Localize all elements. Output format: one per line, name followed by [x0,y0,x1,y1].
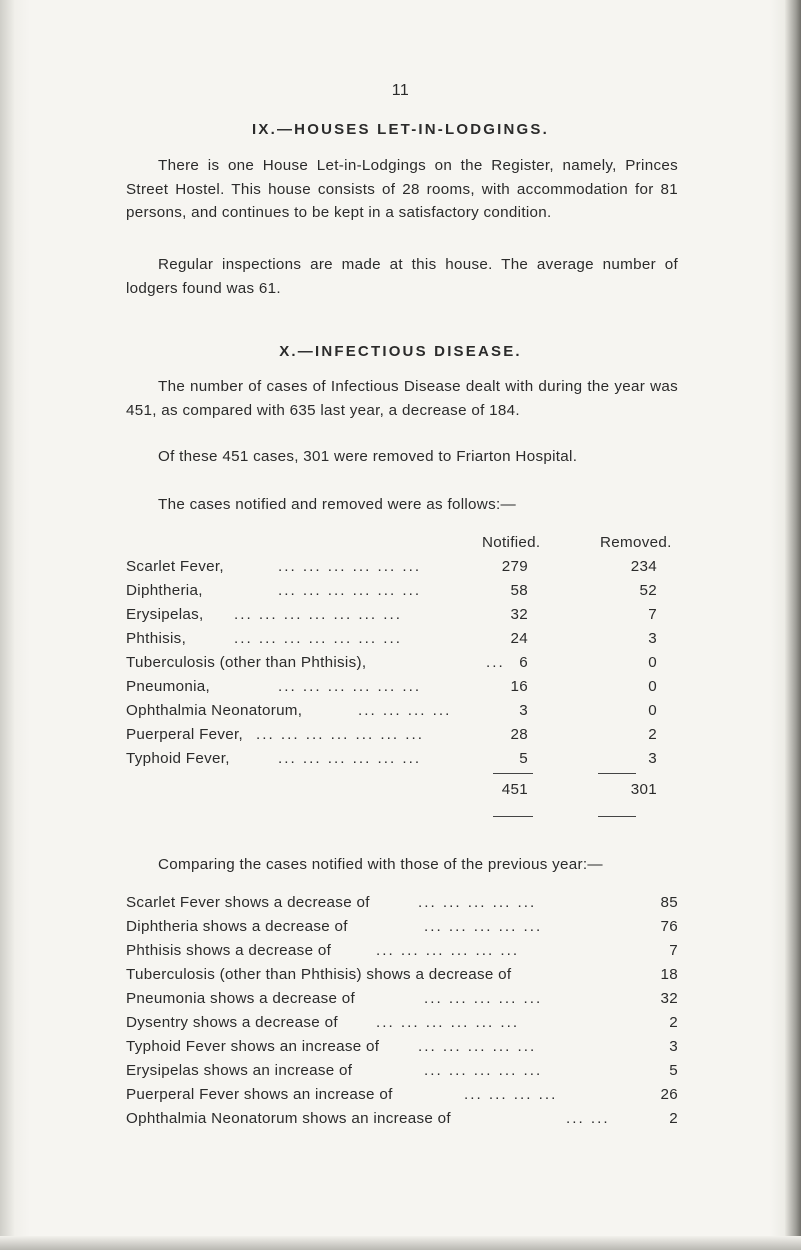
table-row [126,678,686,702]
section-x-heading: X.—INFECTIOUS DISEASE. [279,343,522,360]
comparison-text: Tuberculosis (other than Phthisis) shows a decrease of [126,966,512,983]
dot-leader: ... ... ... ... ... ... [278,582,422,599]
table-row [126,654,686,678]
disease-name: Puerperal Fever, [126,726,244,743]
notified-count: 6 [519,654,528,671]
section-x-paragraph-2: Of these 451 cases, 301 were removed to Friarton Hospital. [158,448,578,465]
disease-name: Diphtheria, [126,582,203,599]
comparison-value: 18 [660,966,678,983]
removed-count: 7 [648,606,657,623]
comparison-value: 2 [669,1014,678,1031]
comparison-value: 85 [660,894,678,911]
comparison-text: Diphtheria shows a decrease of [126,918,348,935]
page-edge-left [0,0,14,1250]
disease-name: Scarlet Fever, [126,558,224,575]
dot-leader: ... ... ... ... ... [424,1062,543,1079]
dot-leader: ... ... ... ... ... ... [376,1014,520,1031]
dot-leader: ... ... ... ... ... [424,918,543,935]
disease-name: Pneumonia, [126,678,211,695]
comparison-value: 32 [660,990,678,1007]
dot-leader: ... ... ... ... ... ... ... [256,726,424,743]
list-item [126,966,678,990]
comparison-text: Phthisis shows a decrease of [126,942,332,959]
comparison-value: 7 [669,942,678,959]
notified-count: 279 [501,558,528,575]
dot-leader: ... ... ... ... ... [424,990,543,1007]
notified-count: 24 [510,630,528,647]
total-rule-top-removed [598,773,636,774]
notified-count: 32 [510,606,528,623]
comparison-text: Puerperal Fever shows an increase of [126,1086,393,1103]
comparison-intro: Comparing the cases notified with those of the previous year:— [158,856,603,873]
comparison-text: Scarlet Fever shows a decrease of [126,894,370,911]
table-row [126,750,686,774]
notified-count: 5 [519,750,528,767]
dot-leader: ... ... ... ... ... ... [278,558,422,575]
removed-count: 0 [648,678,657,695]
dot-leader: ... [486,654,505,671]
table-row [126,558,686,582]
disease-name: Ophthalmia Neonatorum, [126,702,303,719]
dot-leader: ... ... ... ... [464,1086,558,1103]
list-item [126,1014,678,1038]
list-item [126,1110,678,1134]
list-item [126,1062,678,1086]
comparison-text: Erysipelas shows an increase of [126,1062,353,1079]
table-row [126,582,686,606]
notified-count: 58 [510,582,528,599]
removed-count: 2 [648,726,657,743]
total-rule-bottom-removed [598,816,636,817]
notified-count: 16 [510,678,528,695]
disease-name: Tuberculosis (other than Phthisis), [126,654,367,671]
list-item [126,894,678,918]
dot-leader: ... ... ... ... ... ... [278,750,422,767]
disease-name: Erysipelas, [126,606,204,623]
dot-leader: ... ... ... ... ... [418,894,537,911]
section-x-paragraph-1: The number of cases of Infectious Disease dealt with during the year was 451, as compared with 635 last year, a decrease of 184. [126,378,678,419]
list-item [126,942,678,966]
dot-leader: ... ... ... ... ... ... [278,678,422,695]
comparison-text: Typhoid Fever shows an increase of [126,1038,380,1055]
totals-row [126,781,686,805]
removed-count: 3 [648,750,657,767]
notified-count: 3 [519,702,528,719]
table-row [126,702,686,726]
section-ix-paragraph-2: Regular inspections are made at this house. The average number of lodgers found was 61. [126,256,678,297]
disease-name: Typhoid Fever, [126,750,230,767]
comparison-text: Dysentry shows a decrease of [126,1014,338,1031]
total-removed: 301 [630,781,657,798]
removed-count: 0 [648,702,657,719]
removed-count: 52 [639,582,657,599]
dot-leader: ... ... ... ... ... [418,1038,537,1055]
dot-leader: ... ... ... ... ... ... ... [234,606,402,623]
dot-leader: ... ... [566,1110,610,1127]
comparison-value: 26 [660,1086,678,1103]
comparison-value: 3 [669,1038,678,1055]
column-header-removed: Removed. [600,534,672,551]
removed-count: 3 [648,630,657,647]
total-notified: 451 [501,781,528,798]
comparison-text: Pneumonia shows a decrease of [126,990,356,1007]
list-item [126,918,678,942]
comparison-value: 5 [669,1062,678,1079]
disease-name: Phthisis, [126,630,187,647]
table-row [126,726,686,750]
notified-count: 28 [510,726,528,743]
dot-leader: ... ... ... ... ... ... ... [234,630,402,647]
page-edge-right [785,0,801,1250]
comparison-text: Ophthalmia Neonatorum shows an increase of [126,1110,451,1127]
total-rule-bottom-notified [493,816,533,817]
comparison-value: 76 [660,918,678,935]
column-header-notified: Notified. [482,534,541,551]
section-ix-paragraph-1: There is one House Let-in-Lodgings on the Register, namely, Princes Street Hostel. This house consists of 28 rooms, with accommodation for 81 persons, and continues to be kept in a satisfactory condition. [126,157,678,221]
page-edge-bottom [0,1236,801,1250]
page-number: 11 [391,82,410,99]
removed-count: 0 [648,654,657,671]
dot-leader: ... ... ... ... [358,702,452,719]
section-ix-heading: IX.—HOUSES LET-IN-LODGINGS. [252,121,549,138]
removed-count: 234 [630,558,657,575]
cases-table-header [0,534,801,558]
section-x-paragraph-3: The cases notified and removed were as follows:— [158,496,516,513]
list-item [126,1086,678,1110]
table-row [126,630,686,654]
list-item [126,990,678,1014]
table-row [126,606,686,630]
dot-leader: ... ... ... ... ... ... [376,942,520,959]
list-item [126,1038,678,1062]
comparison-value: 2 [669,1110,678,1127]
total-rule-top-notified [493,773,533,774]
